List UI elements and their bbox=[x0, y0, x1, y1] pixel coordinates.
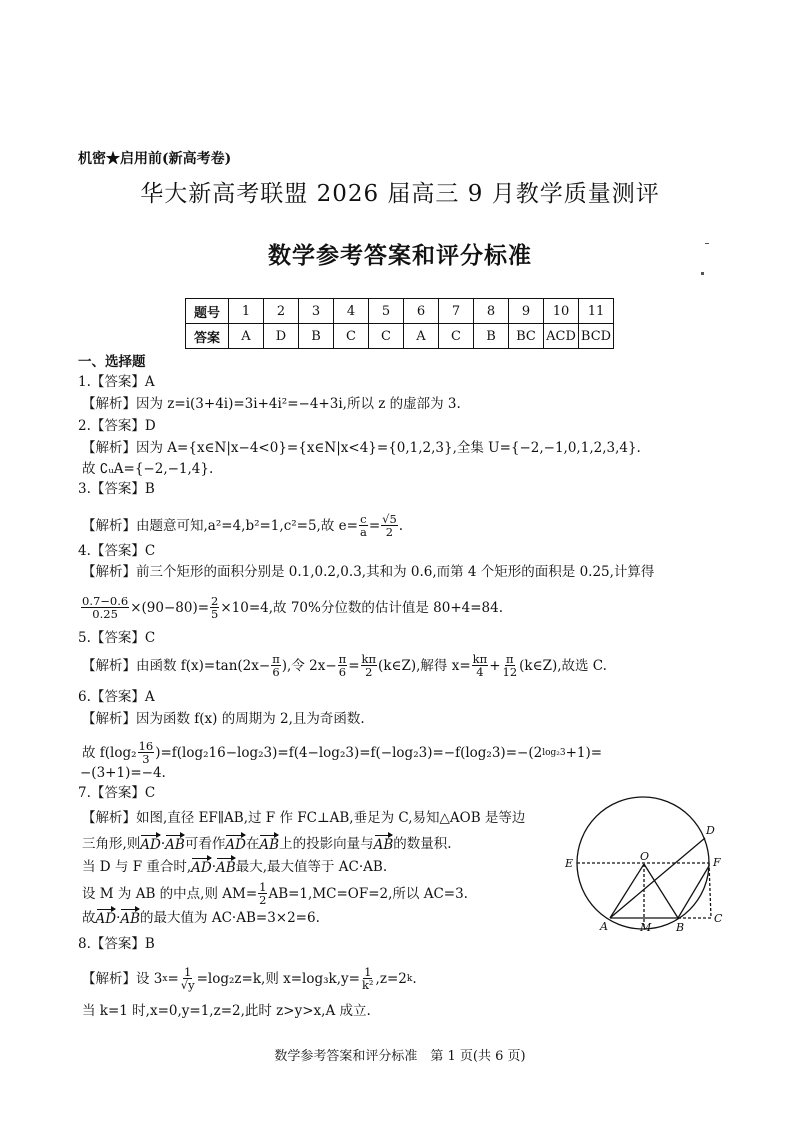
question-number: 4 bbox=[334, 299, 369, 324]
text-segment: 设 M 为 AB 的中点,则 AM= bbox=[82, 885, 258, 902]
numerator: kπ bbox=[361, 652, 377, 666]
text-line bbox=[82, 513, 403, 538]
denominator: √y bbox=[180, 978, 195, 992]
row-label: 答案 bbox=[186, 324, 229, 349]
text-segment: 1.【答案】A bbox=[78, 374, 155, 390]
label-e: E bbox=[565, 857, 574, 870]
numerator: 1 bbox=[259, 880, 267, 894]
page-title: 华大新高考联盟 2026 届高三 9 月教学质量测评 bbox=[140, 181, 660, 207]
text-segment: . bbox=[398, 517, 404, 534]
denominator: 6 bbox=[338, 665, 347, 679]
vector: AB bbox=[120, 908, 140, 927]
answer-cell: BC bbox=[509, 324, 544, 349]
numerator: 1 bbox=[364, 965, 372, 979]
numerator: c bbox=[360, 512, 367, 526]
text-line bbox=[78, 481, 155, 497]
text-segment: 【解析】因为 A={x∈N|x−4<0}={x∈N|x<4}={0,1,2,3},全集 U={−2,−1,0,1,2,3,4}. bbox=[82, 440, 641, 456]
text-segment: ,z=2 bbox=[375, 970, 407, 987]
text-segment: 故 ∁ᵤA={−2,−1,4}. bbox=[82, 461, 214, 477]
answer-cell: C bbox=[439, 324, 474, 349]
denominator: 0.25 bbox=[92, 607, 118, 621]
fraction bbox=[271, 653, 281, 678]
question-number: 5 bbox=[369, 299, 404, 324]
question-number: 9 bbox=[509, 299, 544, 324]
question-number: 10 bbox=[544, 299, 579, 324]
text-line bbox=[82, 1003, 371, 1019]
text-segment: 【解析】设 3 bbox=[82, 970, 163, 987]
text-line bbox=[82, 440, 641, 456]
text-segment: 【解析】如图,直径 EF∥AB,过 F 作 FC⊥AB,垂足为 C,易知△AOB 是等边 bbox=[82, 810, 526, 826]
label-a: A bbox=[600, 920, 608, 933]
text-segment: 在 bbox=[245, 835, 260, 852]
text-segment: = bbox=[348, 657, 360, 674]
text-line bbox=[78, 689, 155, 705]
numerator: √5 bbox=[382, 512, 397, 526]
denominator: 12 bbox=[502, 665, 518, 679]
text-segment: 【解析】由函数 f(x)=tan(2x− bbox=[82, 657, 271, 674]
fraction bbox=[338, 653, 348, 678]
answer-row bbox=[186, 324, 614, 349]
vector: AD bbox=[191, 857, 212, 876]
vector: AB bbox=[216, 857, 236, 876]
numerator: 16 bbox=[138, 739, 154, 753]
fraction bbox=[138, 740, 155, 765]
label-m: M bbox=[640, 921, 652, 934]
segment-fc bbox=[709, 863, 711, 918]
text-line bbox=[82, 810, 525, 826]
text-segment: 故 f(log₂ bbox=[82, 744, 137, 761]
answer-cell: B bbox=[474, 324, 509, 349]
numerator: π bbox=[272, 652, 280, 666]
text-segment: 【解析】因为 z=i(3+4i)=3i+4i²=−4+3i,所以 z 的虚部为 3. bbox=[82, 396, 461, 412]
text-segment: . bbox=[412, 970, 417, 987]
text-line bbox=[82, 908, 320, 927]
text-segment: ×(90−80)= bbox=[130, 599, 210, 616]
question-number: 7 bbox=[439, 299, 474, 324]
text-segment: 5.【答案】C bbox=[78, 630, 156, 646]
vector: AD bbox=[140, 834, 161, 853]
text-segment: 【解析】由题意可知,a²=4,b²=1,c²=5,故 e= bbox=[82, 517, 358, 534]
text-line bbox=[78, 543, 155, 559]
text-segment: 一、选择题 bbox=[78, 354, 146, 370]
numerator: kπ bbox=[472, 652, 488, 666]
row-label: 题号 bbox=[186, 299, 229, 324]
fraction bbox=[210, 595, 219, 620]
label-d: D bbox=[706, 824, 715, 837]
fraction bbox=[180, 966, 196, 991]
question-number-row bbox=[186, 299, 614, 324]
label-f: F bbox=[713, 856, 721, 869]
segment-ao bbox=[610, 864, 644, 918]
text-segment: 6.【答案】A bbox=[78, 689, 155, 705]
vector: AB bbox=[165, 834, 185, 853]
label-c: C bbox=[714, 912, 723, 925]
text-line bbox=[78, 936, 155, 952]
text-segment: + bbox=[489, 657, 501, 674]
fraction bbox=[472, 653, 489, 678]
text-segment: = bbox=[368, 517, 381, 534]
fraction bbox=[359, 513, 368, 538]
denominator: 5 bbox=[211, 607, 219, 621]
text-segment: (k∈Z),解得 x= bbox=[378, 657, 471, 674]
text-segment: 最大,最大值等于 AC·AB. bbox=[235, 858, 388, 875]
text-segment: 【解析】因为函数 f(x) 的周期为 2,且为奇函数. bbox=[82, 711, 365, 727]
question-number: 2 bbox=[264, 299, 299, 324]
text-segment: 故 bbox=[82, 909, 96, 926]
vector: AD bbox=[225, 834, 246, 853]
denominator: 4 bbox=[476, 665, 484, 679]
text-line bbox=[82, 653, 607, 678]
text-line bbox=[82, 834, 452, 853]
text-segment: (k∈Z),故选 C. bbox=[519, 657, 607, 674]
text-line bbox=[82, 461, 213, 477]
answer-cell: C bbox=[334, 324, 369, 349]
segment-bf bbox=[678, 866, 709, 918]
fraction bbox=[502, 653, 519, 678]
text-segment: 当 k=1 时,x=0,y=1,z=2,此时 z>y>x,A 成立. bbox=[82, 1003, 371, 1019]
text-segment: · bbox=[160, 835, 166, 852]
text-line bbox=[82, 711, 365, 727]
numerator: 2 bbox=[211, 594, 219, 608]
text-segment: 当 D 与 F 重合时, bbox=[82, 858, 192, 875]
text-line: 故 f(log₂ $\frac{16}{3}$ )=f(log₂16−log₂3)=f(4−log₂3)=f(−log₂3)=−f(log₂3)=−(2 log₂3 +1)= bbox=[82, 739, 603, 766]
vector: AB bbox=[259, 834, 279, 853]
vector: AD bbox=[96, 908, 117, 927]
denominator: 6 bbox=[272, 665, 280, 679]
text-line bbox=[82, 396, 461, 412]
text-segment: 7.【答案】C bbox=[78, 785, 156, 801]
segment-ad bbox=[610, 838, 705, 918]
text-segment: = bbox=[167, 970, 179, 987]
question-number: 3 bbox=[299, 299, 334, 324]
fraction bbox=[81, 595, 129, 620]
text-segment: 可看作 bbox=[184, 835, 226, 852]
scan-speck bbox=[705, 243, 709, 244]
question-number: 11 bbox=[579, 299, 614, 324]
text-line bbox=[78, 785, 155, 801]
page-subtitle: 数学参考答案和评分标准 bbox=[268, 242, 532, 269]
denominator: 2 bbox=[385, 525, 394, 539]
text-line bbox=[78, 418, 156, 434]
question-number: 1 bbox=[229, 299, 264, 324]
answer-cell: B bbox=[299, 324, 334, 349]
confidential-label: 机密★启用前(新高考卷) bbox=[78, 151, 232, 167]
numerator: 1 bbox=[184, 965, 192, 979]
fraction bbox=[361, 966, 375, 991]
text-line: 【解析】设 3 x = $\frac{1}{√y}$ =log₂z=k,则 x=log₃k,y= $\frac{1}{\text{k²}}$ ,z=2 k . bbox=[82, 965, 417, 992]
fraction bbox=[381, 513, 398, 538]
vector: AB bbox=[374, 834, 394, 853]
text-line bbox=[78, 374, 155, 390]
fraction bbox=[258, 881, 267, 906]
text-segment: 3.【答案】B bbox=[78, 481, 155, 497]
text-segment: 【解析】前三个矩形的面积分别是 0.1,0.2,0.3,其和为 0.6,而第 4 个矩形的面积是 0.25,计算得 bbox=[82, 564, 655, 580]
scan-speck bbox=[701, 272, 704, 275]
question-number: 8 bbox=[474, 299, 509, 324]
text-line bbox=[82, 564, 654, 580]
text-segment: 2.【答案】D bbox=[78, 418, 156, 434]
answer-cell: BCD bbox=[579, 324, 614, 349]
text-segment: 上的投影向量与 bbox=[279, 835, 374, 852]
text-segment: AB=1,MC=OF=2,所以 AC=3. bbox=[268, 885, 468, 902]
text-segment: · bbox=[116, 909, 121, 926]
answer-table bbox=[185, 298, 614, 349]
text-line bbox=[80, 765, 166, 781]
text-segment: 三角形,则 bbox=[82, 835, 141, 852]
denominator: k² bbox=[361, 978, 374, 992]
text-segment: 8.【答案】B bbox=[78, 936, 155, 952]
fraction bbox=[361, 653, 378, 678]
text-segment: )=f(log₂16−log₂3)=f(4−log₂3)=f(−log₂3)=−f(log₂3)=−(2 bbox=[155, 744, 543, 761]
numerator: π bbox=[506, 652, 514, 666]
text-segment: 的最大值为 AC·AB=3×2=6. bbox=[140, 909, 320, 926]
label-o: O bbox=[640, 850, 650, 863]
text-segment: +1)= bbox=[565, 744, 603, 761]
text-line bbox=[82, 857, 387, 876]
answer-cell: C bbox=[369, 324, 404, 349]
text-segment: =log₂z=k,则 x=log₃k,y= bbox=[196, 970, 360, 987]
text-line bbox=[82, 881, 468, 906]
text-segment: 的数量积. bbox=[393, 835, 452, 852]
page-footer: 数学参考答案和评分标准 第 1 页(共 6 页) bbox=[274, 1049, 526, 1064]
label-b: B bbox=[676, 921, 685, 934]
numerator: 0.7−0.6 bbox=[82, 594, 129, 608]
text-segment: ),令 2x− bbox=[281, 657, 337, 674]
answer-cell: ACD bbox=[544, 324, 579, 349]
text-segment: ×10=4,故 70%分位数的估计值是 80+4=84. bbox=[220, 599, 504, 616]
denominator: 2 bbox=[365, 665, 373, 679]
section-heading bbox=[78, 354, 146, 370]
denominator: 3 bbox=[142, 752, 150, 766]
text-segment: · bbox=[211, 858, 217, 875]
text-segment: 4.【答案】C bbox=[78, 543, 156, 559]
answer-cell: A bbox=[404, 324, 439, 349]
denominator: a bbox=[359, 525, 367, 539]
numerator: π bbox=[338, 652, 347, 666]
text-segment: −(3+1)=−4. bbox=[80, 765, 166, 781]
geometry-figure bbox=[560, 785, 730, 935]
question-number: 6 bbox=[404, 299, 439, 324]
text-line bbox=[80, 595, 503, 620]
denominator: 2 bbox=[259, 893, 267, 907]
text-line bbox=[78, 630, 155, 646]
answer-cell: D bbox=[264, 324, 299, 349]
segment-ob bbox=[644, 864, 678, 918]
answer-cell: A bbox=[229, 324, 264, 349]
